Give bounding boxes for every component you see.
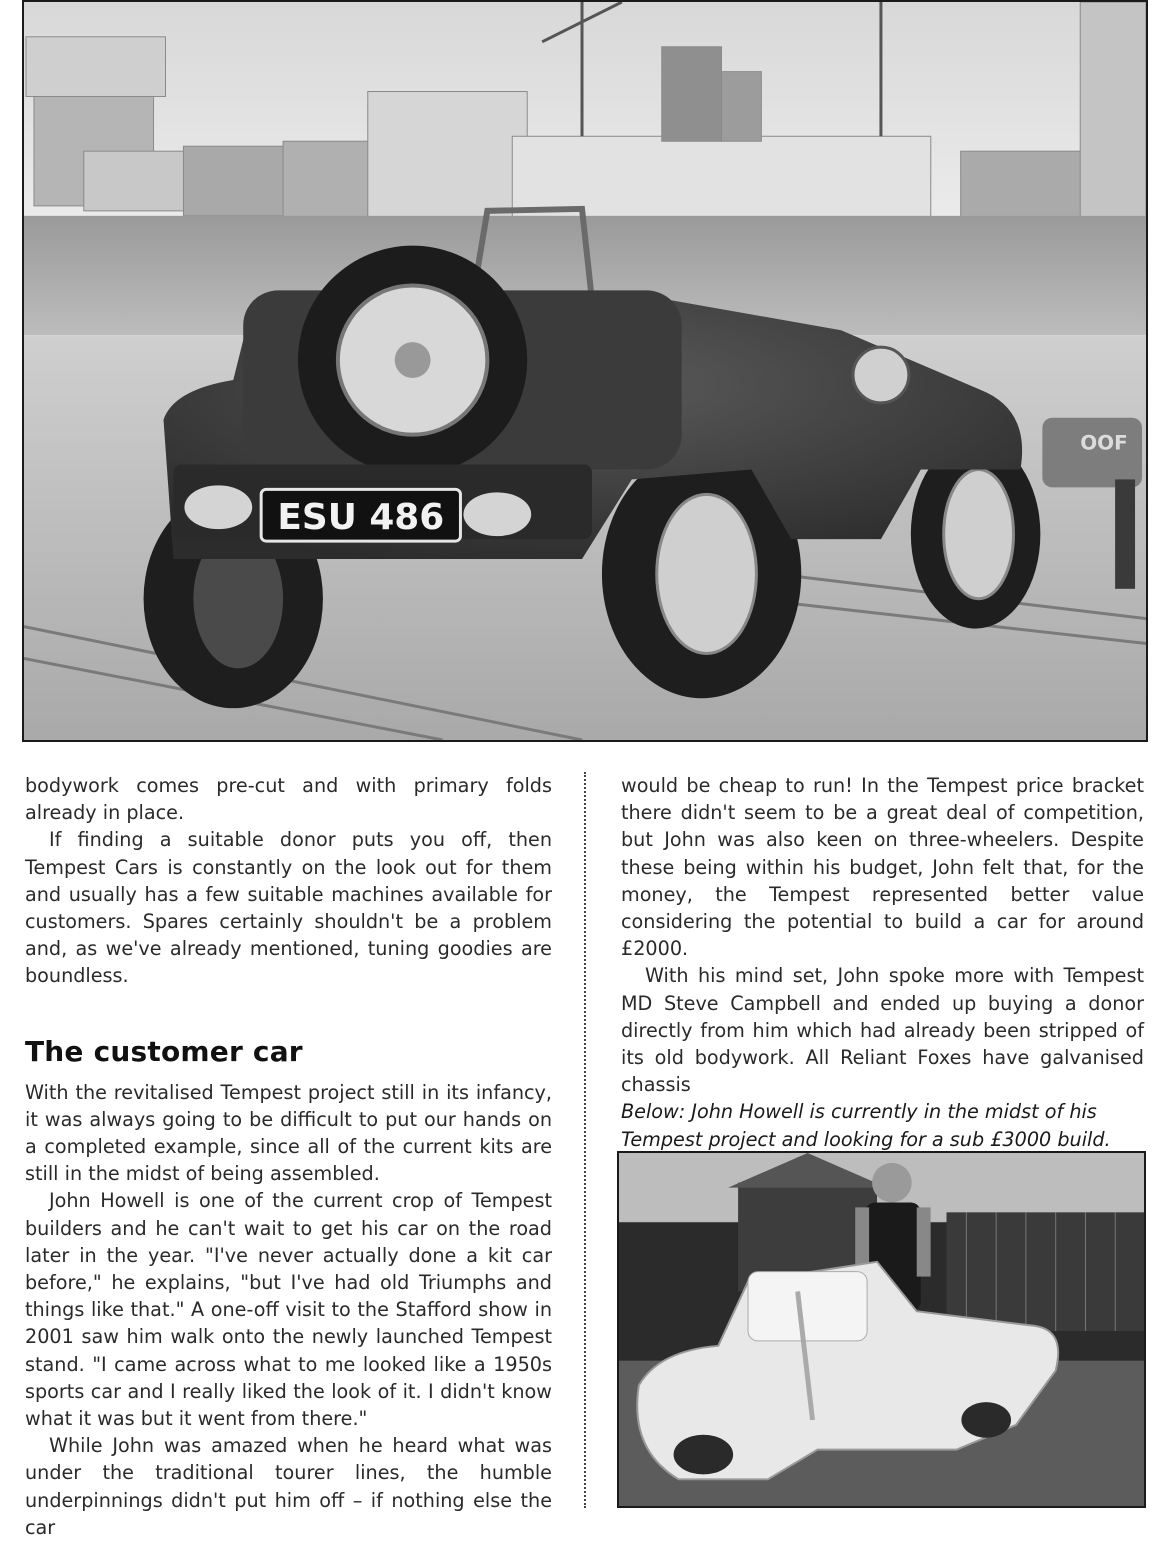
right-column: [621, 772, 1144, 1153]
section-heading: The customer car: [25, 1034, 303, 1068]
dock-sign-text: OOF: [1080, 431, 1128, 455]
left-paragraph-5: While John was amazed when he heard what was under the traditional tourer lines, the humble underpinnings didn't put him off – if nothing else the car: [25, 1434, 552, 1539]
number-plate: ESU 486: [277, 497, 445, 539]
left-paragraph-1: bodywork comes pre-cut and with primary folds already in place.: [25, 774, 552, 825]
right-paragraph-1: would be cheap to run! In the Tempest price bracket there didn't seem to be a great deal of competition, but John was also keen on three-wheelers. Despite these being within his budget, John felt that, for the money, the Tempest represented better value considering the potential to build a car for around £2000.: [621, 774, 1144, 961]
left-column: [25, 772, 552, 1541]
column-divider: [584, 772, 586, 1508]
builder-photo: [617, 1151, 1146, 1508]
photo-caption: Below: John Howell is currently in the midst of his Tempest project and looking for a sub £3000 build.: [621, 1100, 1111, 1151]
hero-photo-illustration: [24, 2, 1146, 740]
builder-photo-illustration: [619, 1153, 1144, 1506]
hero-photo: [22, 0, 1148, 742]
left-paragraph-3: With the revitalised Tempest project still in its infancy, it was always going to be difficult to put our hands on a completed example, since all of the current kits are still in the midst of being assembled.: [25, 1080, 552, 1186]
right-paragraph-2: With his mind set, John spoke more with Tempest MD Steve Campbell and ended up buying a donor directly from him which had already been stripped of its old bodywork. All Reliant Foxes have galvanised chassis: [621, 964, 1144, 1097]
left-paragraph-2: If finding a suitable donor puts you off, then Tempest Cars is constantly on the look out for them and usually has a few suitable machines available for customers. Spares certainly shouldn't be a problem and, as we've already mentioned, tuning goodies are boundless.: [25, 828, 552, 988]
left-paragraph-4: John Howell is one of the current crop of Tempest builders and he can't wait to get his car on the road later in the year. "I've never actually done a kit car before," he explains, "but I've had old Triumphs and things like that." A one-off visit to the Stafford show in 2001 saw him walk onto the newly launched Tempest stand. "I came across what to me looked like a 1950s sports car and I really liked the look of it. I didn't know what it was but it went from there.": [25, 1189, 552, 1431]
